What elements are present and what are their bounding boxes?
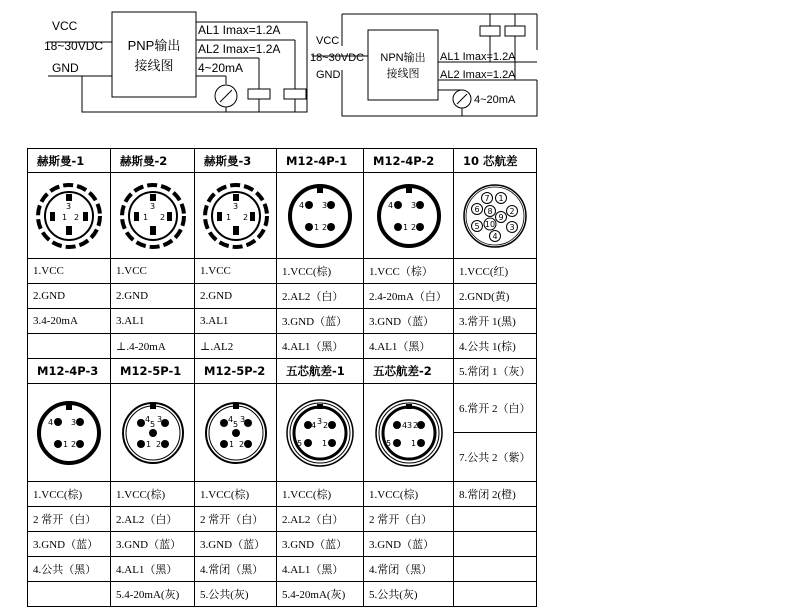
five-core-2-pin-3: 3 <box>406 420 412 430</box>
m12-5p-1-pin-4: 4 <box>144 414 150 424</box>
core10-pin-line: 1.VCC(红) <box>454 259 537 284</box>
m12-5p-1-connector-icon <box>119 399 187 467</box>
m12-5p-2-pin-3: 3 <box>239 414 245 424</box>
pnp-vcc-label: VCC <box>52 19 78 33</box>
header-hess3: 赫斯曼-3 <box>195 149 277 173</box>
hess3-pin-line: ⊥.AL2 <box>195 334 277 359</box>
pnp-box <box>112 12 196 97</box>
m12-5p-1-pin-line: 5.4-20mA(灰) <box>111 582 195 607</box>
core10-pin-line: 4.公共 1(棕) <box>454 334 537 359</box>
row1-pins-4 <box>28 334 537 359</box>
hess3-pin-line: 1.VCC <box>195 259 277 284</box>
header-m12-4p-2: M12-4P-2 <box>364 149 454 173</box>
m12-4p-1-cell <box>277 173 364 259</box>
core10-pin-line: 8.常闭 2(橙) <box>454 482 537 507</box>
m12-4p-3-pin-3: 3 <box>71 417 77 427</box>
core10-pin-6: 6 <box>474 204 480 214</box>
five-core-2-cell <box>364 384 454 482</box>
npn-box-title: NPN输出 <box>380 52 426 64</box>
hess1-pin-3: 3 <box>66 201 72 211</box>
empty-cell <box>454 532 537 557</box>
m12-5p-1-pin-2: 2 <box>155 439 161 449</box>
row1-headers <box>28 149 537 173</box>
five-core-1-pin-3: 3 <box>317 416 323 426</box>
m12-4p-2-pin-4: 4 <box>387 200 393 210</box>
empty-cell <box>454 507 537 532</box>
m12-5p-2-pin-line: 1.VCC(棕) <box>195 482 277 507</box>
row1-connectors <box>28 173 537 259</box>
row2-pins-2 <box>28 507 537 532</box>
row1-pins-2 <box>28 284 537 309</box>
core10-pin-4: 4 <box>492 231 498 241</box>
hess3-connector-icon <box>202 182 270 250</box>
five-core-1-cell <box>277 384 364 482</box>
core10-pin-line: 2.GND(黄) <box>454 284 537 309</box>
m12-5p-1-pin-line: 3.GND（蓝） <box>111 532 195 557</box>
row2-pins-3 <box>28 532 537 557</box>
five-core-1-pin-4: 4 <box>311 420 317 430</box>
core10-pin-line: 3.常开 1(黑) <box>454 309 537 334</box>
m12-5p-2-cell <box>195 384 277 482</box>
m12-4p-3-pin-line: 2 常开（白） <box>28 507 111 532</box>
hess2-pin-1: 1 <box>142 212 148 222</box>
hess1-cell <box>28 173 111 259</box>
core10-pin-9: 9 <box>498 212 504 222</box>
header-m12-4p-3: M12-4P-3 <box>28 359 111 384</box>
m12-4p-3-cell <box>28 384 111 482</box>
hess3-pin-3: 3 <box>232 201 238 211</box>
five-core-1-connector-icon <box>284 397 356 469</box>
m12-5p-1-pin-line: 4.AL1（黑） <box>111 557 195 582</box>
hess1-pin-line <box>28 334 111 359</box>
header-five-core-1: 五芯航差-1 <box>277 359 364 384</box>
core10-pin-7: 7 <box>484 193 490 203</box>
core10-pin-1: 1 <box>498 193 504 203</box>
core10-pin-8: 8 <box>487 206 493 216</box>
m12-4p-2-pin-3: 3 <box>410 200 416 210</box>
core10-pin-line: 6.常开 2（白） <box>454 384 537 433</box>
core10-pin-2: 2 <box>509 206 515 216</box>
row2-pins-5 <box>28 582 537 607</box>
hess2-connector-icon <box>119 182 187 250</box>
empty-cell <box>454 557 537 582</box>
hess1-pin-line: 1.VCC <box>28 259 111 284</box>
hess1-pin-2: 2 <box>74 212 80 222</box>
header-hess1: 赫斯曼-1 <box>28 149 111 173</box>
five-core-2-pin-line: 2 常开（白） <box>364 507 454 532</box>
five-core-2-pin-line: 3.GND（蓝） <box>364 532 454 557</box>
hess3-pin-line: 2.GND <box>195 284 277 309</box>
hess1-pin-line: 3.4-20mA <box>28 309 111 334</box>
npn-al1-label: AL1 Imax=1.2A <box>440 51 516 63</box>
pnp-al1-label: AL1 Imax=1.2A <box>198 23 281 37</box>
core10-pin-line: 7.公共 2（紫） <box>454 433 537 482</box>
five-core-2-pin-line: 5.公共(灰) <box>364 582 454 607</box>
m12-5p-2-pin-1: 1 <box>228 439 234 449</box>
row1-pins-3 <box>28 309 537 334</box>
core10-pin-3: 3 <box>509 222 515 232</box>
five-core-2-pin-2: 2 <box>412 420 418 430</box>
header-m12-5p-2: M12-5P-2 <box>195 359 277 384</box>
m12-4p-3-connector-icon <box>35 399 103 467</box>
m12-5p-1-cell <box>111 384 195 482</box>
pnp-gnd-label: GND <box>52 61 79 75</box>
row2-connectors <box>28 384 537 433</box>
hess3-pin-line: 3.AL1 <box>195 309 277 334</box>
npn-vcc-label: VCC <box>316 35 340 47</box>
wiring-diagrams <box>0 0 800 140</box>
hess2-pin-line: 1.VCC <box>111 259 195 284</box>
hess2-pin-line: 2.GND <box>111 284 195 309</box>
m12-4p-3-pin-2: 2 <box>71 439 77 449</box>
m12-4p-2-pin-1: 1 <box>402 222 408 232</box>
npn-relay1-icon <box>480 26 500 36</box>
row2-pins-4 <box>28 557 537 582</box>
five-core-2-pin-5: 5 <box>385 438 391 448</box>
m12-5p-1-pin-line: 2.AL2（白） <box>111 507 195 532</box>
hess1-pin-1: 1 <box>62 212 68 222</box>
m12-4p-3-pin-line: 3.GND（蓝） <box>28 532 111 557</box>
five-core-2-pin-4: 4 <box>401 420 407 430</box>
core10-pin-5: 5 <box>474 221 480 231</box>
npn-box-subtitle: 接线图 <box>386 68 420 80</box>
m12-5p-2-pin-line: 4.常闭（黑） <box>195 557 277 582</box>
hess2-pin-3: 3 <box>149 201 155 211</box>
five-core-1-pin-5: 5 <box>297 438 303 448</box>
m12-5p-1-pin-line: 1.VCC(棕) <box>111 482 195 507</box>
core10-connector-icon <box>460 181 530 251</box>
five-core-1-pin-line: 5.4-20mA(灰) <box>277 582 364 607</box>
m12-4p-1-connector-icon <box>286 182 354 250</box>
five-core-1-pin-2: 2 <box>323 420 329 430</box>
pnp-box-subtitle: 接线图 <box>134 58 174 73</box>
row1-pins-1 <box>28 259 537 284</box>
m12-4p-1-pin-3: 3 <box>322 200 328 210</box>
hess1-pin-line: 2.GND <box>28 284 111 309</box>
five-core-1-pin-line: 4.AL1（黑） <box>277 557 364 582</box>
m12-4p-1-pin-line: 4.AL1（黑） <box>277 334 364 359</box>
core10-pin-line: 5.常闭 1（灰） <box>454 359 537 384</box>
m12-5p-2-connector-icon <box>202 399 270 467</box>
pnp-relay2-icon <box>284 89 306 99</box>
npn-gnd-label: GND <box>316 69 341 81</box>
header-hess2: 赫斯曼-2 <box>111 149 195 173</box>
hess3-pin-2: 2 <box>242 212 248 222</box>
m12-4p-2-cell <box>364 173 454 259</box>
pnp-current-label: 4~20mA <box>198 61 244 75</box>
npn-box <box>368 30 438 100</box>
m12-4p-1-pin-line: 3.GND（蓝） <box>277 309 364 334</box>
five-core-1-pin-line: 3.GND（蓝） <box>277 532 364 557</box>
m12-5p-2-pin-line: 3.GND（蓝） <box>195 532 277 557</box>
m12-4p-1-pin-line: 1.VCC(棕) <box>277 259 364 284</box>
core10-cell <box>454 173 537 259</box>
m12-4p-2-pin-line: 4.AL1（黑） <box>364 334 454 359</box>
m12-4p-2-pin-line: 3.GND（蓝） <box>364 309 454 334</box>
hess2-pin-2: 2 <box>159 212 165 222</box>
m12-5p-2-pin-2: 2 <box>238 439 244 449</box>
pnp-range-label: 18~30VDC <box>44 39 104 53</box>
m12-5p-2-pin-line: 2 常开（白） <box>195 507 277 532</box>
five-core-2-pin-1: 1 <box>410 438 416 448</box>
m12-5p-1-pin-3: 3 <box>156 414 162 424</box>
m12-4p-2-pin-2: 2 <box>410 222 416 232</box>
m12-4p-3-pin-line <box>28 582 111 607</box>
m12-5p-1-pin-5: 5 <box>149 419 155 429</box>
m12-5p-1-pin-1: 1 <box>145 439 151 449</box>
m12-4p-1-pin-4: 4 <box>299 200 305 210</box>
pnp-relay1-icon <box>248 89 270 99</box>
hess2-cell <box>111 173 195 259</box>
m12-5p-2-pin-4: 4 <box>227 414 233 424</box>
m12-4p-3-pin-line: 4.公共（黑） <box>28 557 111 582</box>
five-core-1-pin-1: 1 <box>322 438 328 448</box>
header-10-core: 10 芯航差 <box>454 149 537 173</box>
m12-5p-2-pin-line: 5.公共(灰) <box>195 582 277 607</box>
m12-5p-2-pin-5: 5 <box>232 419 238 429</box>
five-core-1-pin-line: 1.VCC(棕) <box>277 482 364 507</box>
five-core-1-pin-line: 2.AL2（白） <box>277 507 364 532</box>
m12-4p-2-connector-icon <box>375 182 443 250</box>
hess3-pin-1: 1 <box>225 212 231 222</box>
header-five-core-2: 五芯航差-2 <box>364 359 454 384</box>
five-core-2-pin-line: 4.常闭（黑） <box>364 557 454 582</box>
empty-cell <box>454 582 537 607</box>
npn-current-label: 4~20mA <box>474 94 516 106</box>
hess2-pin-line: ⊥.4-20mA <box>111 334 195 359</box>
m12-4p-2-pin-line: 1.VCC（棕） <box>364 259 454 284</box>
row2-pins-1 <box>28 482 537 507</box>
core10-pin-10: 10 <box>484 219 496 229</box>
npn-range-label: 18~30VDC <box>310 52 365 64</box>
pnp-al2-label: AL2 Imax=1.2A <box>198 42 281 56</box>
hess2-pin-line: 3.AL1 <box>111 309 195 334</box>
m12-4p-1-pin-line: 2.AL2（白） <box>277 284 364 309</box>
header-m12-4p-1: M12-4P-1 <box>277 149 364 173</box>
pnp-box-title: PNP输出 <box>127 38 181 53</box>
m12-4p-2-pin-line: 2.4-20mA（白） <box>364 284 454 309</box>
hess1-connector-icon <box>35 182 103 250</box>
m12-4p-1-pin-1: 1 <box>314 222 320 232</box>
row2-headers <box>28 359 537 384</box>
m12-4p-3-pin-4: 4 <box>48 417 54 427</box>
m12-4p-3-pin-line: 1.VCC(棕) <box>28 482 111 507</box>
five-core-2-connector-icon <box>373 397 445 469</box>
m12-4p-1-pin-2: 2 <box>322 222 328 232</box>
npn-relay2-icon <box>505 26 525 36</box>
connector-pinout-table <box>27 148 537 607</box>
hess3-cell <box>195 173 277 259</box>
header-m12-5p-1: M12-5P-1 <box>111 359 195 384</box>
five-core-2-pin-line: 1.VCC(棕) <box>364 482 454 507</box>
npn-al2-label: AL2 Imax=1.2A <box>440 69 516 81</box>
m12-4p-3-pin-1: 1 <box>63 439 69 449</box>
